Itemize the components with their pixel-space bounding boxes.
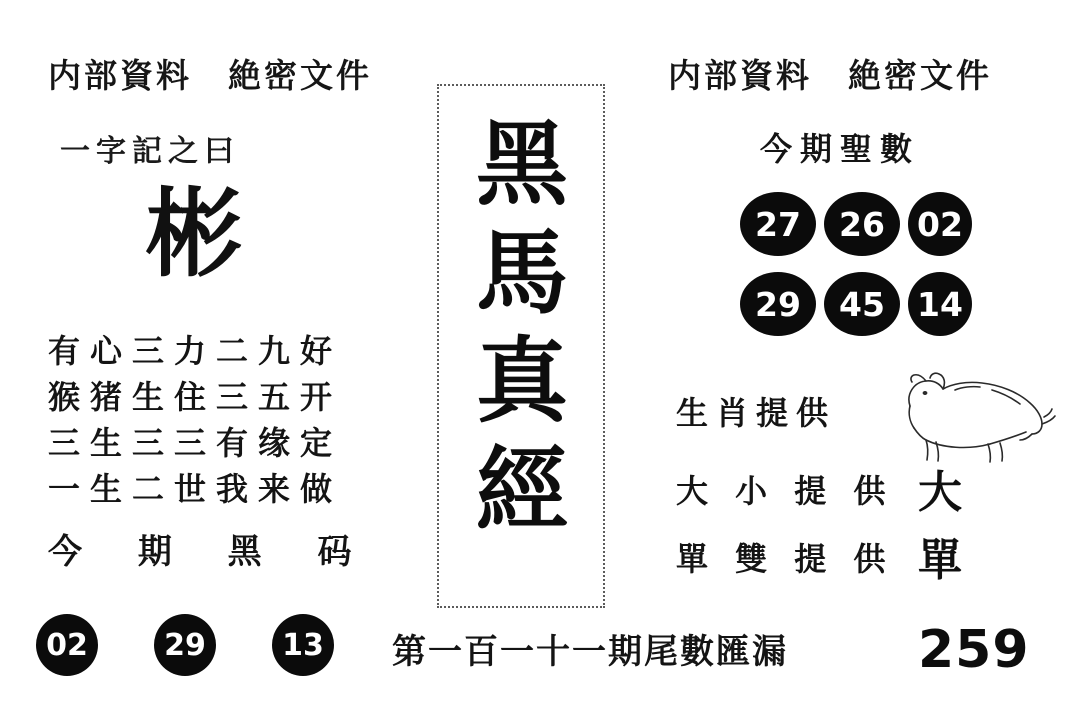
number-ball: 26 bbox=[824, 192, 900, 256]
lucky-number-row-2 bbox=[740, 272, 972, 336]
verse-line: 猴猪生住三五开 bbox=[48, 378, 343, 416]
number-ball: 45 bbox=[824, 272, 900, 336]
big-small-tip-value: 大 bbox=[918, 467, 962, 518]
header-left-text: 内部資料 絶密文件 bbox=[48, 56, 372, 95]
odd-even-tip-label: 單 雙 提 供 bbox=[676, 540, 894, 578]
odd-even-tip-value: 單 bbox=[918, 535, 962, 586]
center-title: 黑馬真經 bbox=[475, 110, 568, 544]
black-code-label: 今 期 黑 码 bbox=[48, 532, 374, 572]
lucky-numbers-label: 今期聖數 bbox=[760, 130, 921, 168]
number-ball: 02 bbox=[36, 614, 98, 676]
number-ball: 29 bbox=[740, 272, 816, 336]
motto-label: 一字記之曰 bbox=[60, 134, 240, 169]
number-ball: 14 bbox=[908, 272, 972, 336]
verse-line: 一生二世我来做 bbox=[48, 470, 343, 508]
zodiac-tip-label: 生肖提供 bbox=[676, 394, 837, 432]
verse-line: 三生三三有缘定 bbox=[48, 424, 343, 462]
footer-number: 259 bbox=[918, 620, 1030, 680]
footer-text: 第一百一十一期尾數匯漏 bbox=[392, 632, 788, 672]
number-ball: 02 bbox=[908, 192, 972, 256]
header-right-text: 内部資料 絶密文件 bbox=[668, 56, 992, 95]
big-small-tip-label: 大 小 提 供 bbox=[676, 472, 894, 510]
number-ball: 27 bbox=[740, 192, 816, 256]
pig-illustration bbox=[892, 360, 1058, 470]
motto-character: 彬 bbox=[146, 177, 242, 290]
lucky-number-row-1 bbox=[740, 192, 972, 256]
number-ball: 13 bbox=[272, 614, 334, 676]
number-ball: 29 bbox=[154, 614, 216, 676]
black-code-number-row bbox=[36, 614, 334, 676]
verse-line: 有心三力二九好 bbox=[48, 332, 343, 370]
